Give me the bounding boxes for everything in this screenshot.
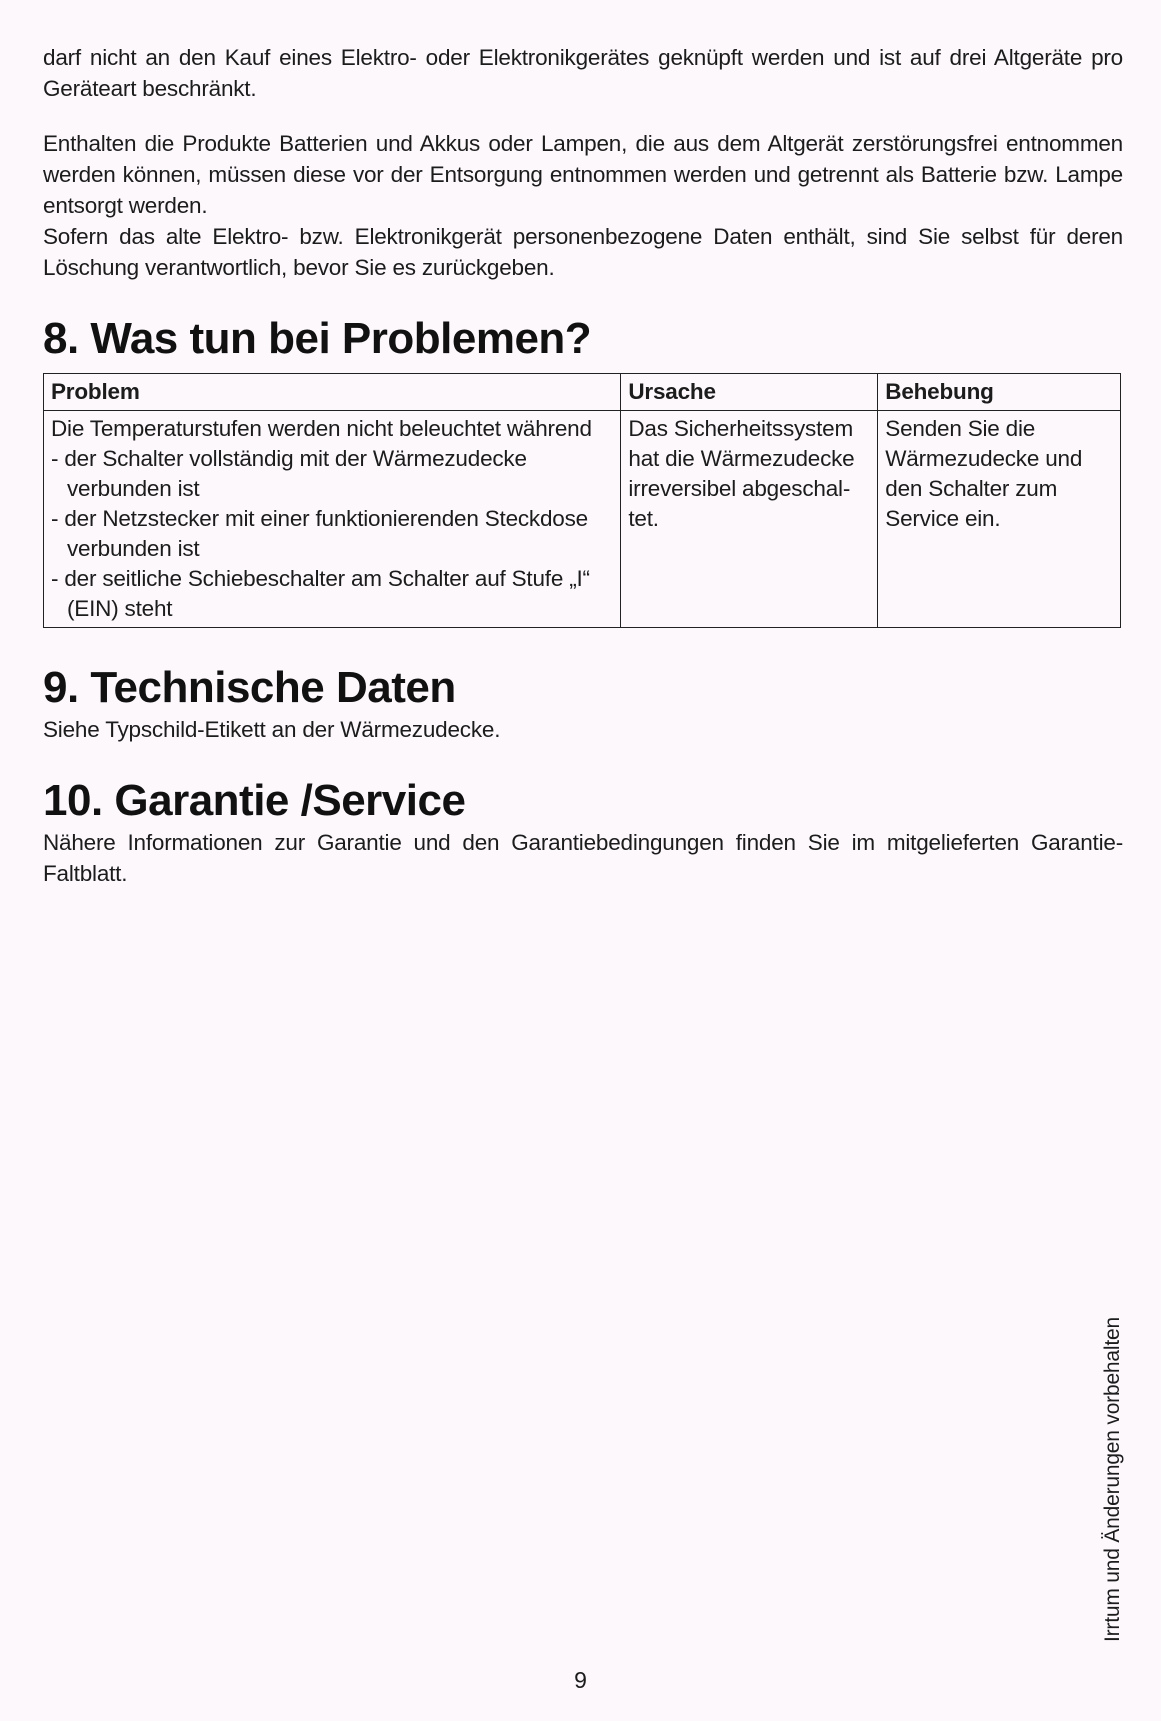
text-line: Nähere Informationen zur Garantie und den Garantiebedingungen finden Sie im mitgelieferten Garantie-: [43, 830, 1123, 855]
cause-line: tet.: [628, 506, 659, 531]
remedy-line: den Schalter zum: [885, 476, 1058, 501]
remedy-line: Wärmezudecke und: [885, 446, 1083, 471]
section-8-heading: 8. Was tun bei Problemen?: [43, 314, 592, 363]
problem-item: - der Schalter vollständig mit der Wärmezudecke verbunden ist: [51, 446, 527, 501]
page-number: 9: [574, 1667, 587, 1693]
problem-intro: Die Temperaturstufen werden nicht beleuchtet während: [51, 416, 592, 441]
header-problem: Problem: [44, 374, 621, 411]
remedy-line: Service ein.: [885, 506, 1001, 531]
section-9-heading: 9. Technische Daten: [43, 663, 456, 712]
intro-paragraph-1: [43, 42, 1123, 104]
table-header-row: [44, 374, 1121, 411]
text-line: Löschung verantwortlich, bevor Sie es zurückgeben.: [43, 255, 555, 280]
header-remedy: Behebung: [878, 374, 1121, 411]
header-cause: Ursache: [621, 374, 878, 411]
page-content: [43, 42, 1123, 889]
text-line: Geräteart beschränkt.: [43, 76, 257, 101]
table-row: [44, 411, 1121, 628]
text-line: darf nicht an den Kauf eines Elektro- oder Elektronikgerätes geknüpft werden und ist auf drei Altgeräte pro: [43, 45, 1123, 70]
cause-line: Das Sicherheitssystem: [628, 416, 853, 441]
remedy-cell: [878, 411, 1121, 628]
problem-cell: [44, 411, 621, 628]
section-9-text: Siehe Typschild-Etikett an der Wärmezudecke.: [43, 717, 501, 742]
cause-cell: [621, 411, 878, 628]
text-line: entsorgt werden.: [43, 193, 208, 218]
text-line: Sofern das alte Elektro- bzw. Elektronikgerät personenbezogene Daten enthält, sind Sie selbst für deren: [43, 224, 1123, 249]
troubleshooting-table: [43, 373, 1121, 628]
problem-item: - der seitliche Schiebeschalter am Schalter auf Stufe „I“ (EIN) steht: [51, 566, 590, 621]
intro-paragraph-2: [43, 128, 1123, 221]
intro-paragraph-3: [43, 221, 1123, 283]
text-line: Faltblatt.: [43, 861, 128, 886]
cause-line: hat die Wärmezudecke: [628, 446, 855, 471]
disclaimer-sidenote: Irrtum und Änderungen vorbehalten: [1101, 1317, 1124, 1642]
text-line: Enthalten die Produkte Batterien und Akkus oder Lampen, die aus dem Altgerät zerstörungsfrei entnommen: [43, 131, 1123, 156]
section-10-text: [43, 827, 1123, 889]
section-10-heading: 10. Garantie /Service: [43, 776, 466, 825]
cause-line: irreversibel abgeschal-: [628, 476, 851, 501]
problem-item: - der Netzstecker mit einer funktionierenden Steckdose verbunden ist: [51, 506, 588, 561]
remedy-line: Senden Sie die: [885, 416, 1036, 441]
text-line: werden können, müssen diese vor der Entsorgung entnommen werden und getrennt als Batterie bzw. Lampe: [43, 162, 1123, 187]
